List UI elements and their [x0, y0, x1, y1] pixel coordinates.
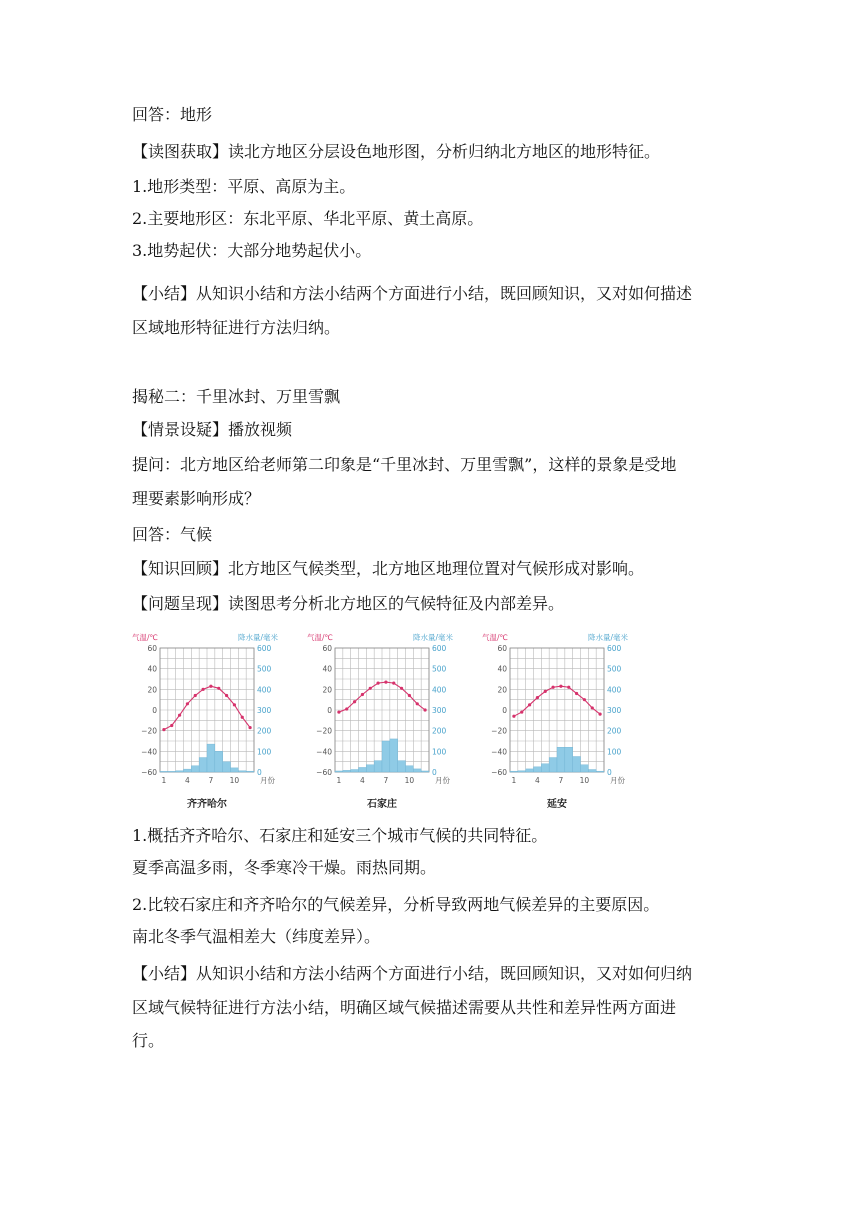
paragraph: 【小结】从知识小结和方法小结两个方面进行小结，既回顾知识，又对如何描述	[132, 284, 693, 303]
paragraph: 理要素影响形成？	[132, 489, 261, 508]
precipitation-bar	[359, 767, 367, 772]
paragraph: 2.比较石家庄和齐齐哈尔的气候差异，分析导致两地气候差异的主要原因。	[132, 895, 660, 914]
precipitation-bar	[215, 751, 223, 772]
chart-title: 延安	[547, 799, 567, 810]
x-tick-label: 10	[579, 776, 590, 785]
y-tick-label-precipitation: 100	[432, 747, 447, 757]
temperature-point	[170, 724, 173, 727]
precipitation-bar	[549, 758, 557, 772]
precipitation-bar	[184, 769, 192, 772]
precipitation-bar	[351, 770, 359, 772]
y-tick-label-temperature: 0	[152, 706, 157, 715]
y-tick-label-precipitation: 100	[257, 747, 272, 757]
x-tick-label: 10	[404, 776, 415, 785]
precipitation-bar	[176, 771, 184, 772]
climate-chart-svg	[130, 628, 280, 813]
precipitation-bar	[343, 770, 351, 772]
y-axis-right-label: 降水量/毫米	[587, 633, 628, 642]
paragraph: 【问题呈现】读图思考分析北方地区的气候特征及内部差异。	[132, 594, 565, 613]
climate-chart-shijiazhuang	[305, 628, 455, 813]
x-tick-label: 4	[185, 776, 190, 785]
paragraph: 【情景设疑】播放视频	[132, 420, 293, 439]
precipitation-bar	[510, 771, 518, 772]
y-tick-label-temperature: −20	[491, 726, 507, 736]
y-tick-label-temperature: −40	[491, 747, 507, 757]
paragraph: 回答：地形	[132, 105, 213, 124]
x-tick-label: 10	[229, 776, 240, 785]
precipitation-bar	[191, 766, 199, 772]
y-tick-label-temperature: 40	[147, 664, 157, 674]
temperature-point	[591, 706, 594, 709]
x-tick-label: 7	[383, 776, 389, 785]
x-tick-label: 7	[208, 776, 214, 785]
precipitation-bar	[557, 747, 565, 772]
y-axis-right-label: 降水量/毫米	[237, 633, 278, 642]
paragraph: 【读图获取】读北方地区分层设色地形图，分析归纳北方地区的地形特征。	[132, 142, 661, 161]
chart-title: 齐齐哈尔	[187, 799, 227, 810]
precipitation-bar	[413, 769, 421, 772]
climate-chart-yanan	[480, 628, 630, 813]
paragraph: 回答：气候	[132, 525, 213, 544]
precipitation-bar	[541, 764, 549, 772]
y-tick-label-temperature: 20	[322, 685, 332, 695]
temperature-point	[392, 682, 395, 685]
y-tick-label-precipitation: 0	[257, 768, 262, 777]
temperature-point	[376, 682, 379, 685]
precipitation-bar	[168, 771, 176, 772]
paragraph: 2.主要地形区：东北平原、华北平原、黄土高原。	[132, 209, 484, 228]
y-tick-label-temperature: −60	[491, 768, 507, 777]
y-tick-label-precipitation: 200	[257, 726, 272, 736]
y-tick-label-temperature: −40	[141, 747, 157, 757]
precipitation-bar	[581, 765, 589, 772]
y-tick-label-temperature: 20	[147, 685, 157, 695]
y-tick-label-precipitation: 400	[432, 685, 447, 695]
x-tick-label: 1	[336, 776, 342, 785]
temperature-point	[178, 714, 181, 717]
precipitation-bar	[199, 758, 207, 772]
paragraph: 夏季高温多雨，冬季寒冷干燥。雨热同期。	[132, 858, 437, 877]
y-tick-label-temperature: 0	[502, 706, 507, 715]
paragraph: 区域气候特征进行方法小结，明确区域气候描述需要从共性和差异性两方面进	[132, 998, 677, 1017]
precipitation-bar	[238, 771, 246, 772]
temperature-point	[353, 700, 356, 703]
paragraph: 行。	[132, 1031, 165, 1050]
temperature-point	[544, 690, 547, 693]
temperature-point	[400, 687, 403, 690]
y-tick-label-temperature: 60	[322, 644, 332, 653]
precipitation-bar	[398, 761, 406, 772]
temperature-point	[369, 687, 372, 690]
x-tick-label: 4	[360, 776, 365, 785]
temperature-point	[337, 710, 340, 713]
temperature-point	[241, 716, 244, 719]
temperature-point	[345, 707, 348, 710]
y-tick-label-precipitation: 500	[607, 664, 622, 674]
y-tick-label-precipitation: 0	[432, 768, 437, 777]
temperature-point	[575, 692, 578, 695]
temperature-point	[162, 728, 165, 731]
temperature-point	[598, 713, 601, 716]
y-tick-label-precipitation: 600	[607, 644, 622, 653]
paragraph: 1.地形类型：平原、高原为主。	[132, 177, 356, 196]
precipitation-bar	[526, 769, 534, 772]
paragraph: 【小结】从知识小结和方法小结两个方面进行小结，既回顾知识，又对如何归纳	[132, 964, 693, 983]
y-tick-label-temperature: 40	[497, 664, 507, 674]
precipitation-bar	[565, 747, 573, 772]
x-axis-label: 月份	[610, 776, 625, 785]
precipitation-bar	[366, 765, 374, 772]
x-tick-label: 7	[558, 776, 564, 785]
y-tick-label-precipitation: 300	[257, 706, 272, 715]
y-tick-label-precipitation: 500	[257, 664, 272, 674]
temperature-point	[551, 686, 554, 689]
temperature-point	[583, 698, 586, 701]
x-tick-label: 4	[535, 776, 540, 785]
y-axis-left-label: 气温/℃	[482, 633, 508, 642]
temperature-point	[233, 703, 236, 706]
y-axis-left-label: 气温/℃	[307, 633, 333, 642]
section-heading: 揭秘二：千里冰封、万里雪飘	[132, 387, 341, 406]
temperature-point	[567, 686, 570, 689]
precipitation-bar	[518, 771, 526, 772]
temperature-point	[384, 681, 387, 684]
temperature-point	[423, 708, 426, 711]
paragraph: 提问：北方地区给老师第二印象是“千里冰封、万里雪飘”，这样的景象是受地	[132, 455, 677, 474]
temperature-point	[209, 685, 212, 688]
y-tick-label-temperature: −40	[316, 747, 332, 757]
x-tick-label: 1	[161, 776, 167, 785]
climate-chart-svg	[480, 628, 630, 813]
y-tick-label-temperature: −60	[141, 768, 157, 777]
temperature-point	[361, 693, 364, 696]
precipitation-bar	[596, 771, 604, 772]
precipitation-bar	[573, 757, 581, 773]
x-tick-label: 1	[511, 776, 517, 785]
y-tick-label-precipitation: 300	[432, 706, 447, 715]
precipitation-bar	[160, 771, 168, 772]
precipitation-bar	[588, 770, 596, 772]
y-tick-label-temperature: 40	[322, 664, 332, 674]
precipitation-bar	[382, 741, 390, 772]
y-tick-label-precipitation: 100	[607, 747, 622, 757]
precipitation-bar	[335, 771, 343, 772]
y-axis-right-label: 降水量/毫米	[412, 633, 453, 642]
y-tick-label-precipitation: 200	[432, 726, 447, 736]
y-tick-label-precipitation: 200	[607, 726, 622, 736]
precipitation-bar	[406, 766, 414, 772]
x-axis-label: 月份	[435, 776, 450, 785]
climate-charts	[125, 628, 645, 813]
y-tick-label-temperature: −20	[316, 726, 332, 736]
y-tick-label-temperature: −20	[141, 726, 157, 736]
temperature-point	[201, 688, 204, 691]
y-tick-label-precipitation: 500	[432, 664, 447, 674]
climate-chart-qiqihar	[130, 628, 280, 813]
temperature-point	[416, 702, 419, 705]
y-tick-label-temperature: −60	[316, 768, 332, 777]
temperature-point	[186, 702, 189, 705]
paragraph: 3.地势起伏：大部分地势起伏小。	[132, 241, 372, 260]
precipitation-bar	[390, 739, 398, 772]
y-tick-label-precipitation: 300	[607, 706, 622, 715]
paragraph: 【知识回顾】北方地区气候类型，北方地区地理位置对气候形成对影响。	[132, 559, 645, 578]
temperature-point	[520, 710, 523, 713]
precipitation-bar	[534, 767, 542, 772]
y-tick-label-precipitation: 0	[607, 768, 612, 777]
precipitation-bar	[421, 771, 429, 772]
temperature-point	[225, 694, 228, 697]
temperature-point	[408, 694, 411, 697]
precipitation-bar	[207, 744, 215, 772]
climate-chart-svg	[305, 628, 455, 813]
paragraph: 1.概括齐齐哈尔、石家庄和延安三个城市气候的共同特征。	[132, 826, 548, 845]
y-tick-label-temperature: 60	[147, 644, 157, 653]
y-tick-label-precipitation: 600	[432, 644, 447, 653]
y-tick-label-precipitation: 400	[607, 685, 622, 695]
precipitation-bar	[246, 771, 254, 772]
temperature-point	[536, 696, 539, 699]
precipitation-bar	[374, 761, 382, 772]
y-tick-label-temperature: 0	[327, 706, 332, 715]
precipitation-bar	[231, 768, 239, 772]
temperature-point	[559, 685, 562, 688]
paragraph: 区域地形特征进行方法归纳。	[132, 318, 341, 337]
temperature-point	[194, 694, 197, 697]
temperature-point	[248, 726, 251, 729]
temperature-point	[528, 703, 531, 706]
y-axis-left-label: 气温/℃	[132, 633, 158, 642]
chart-title: 石家庄	[367, 799, 397, 810]
paragraph: 南北冬季气温相差大（纬度差异）。	[132, 927, 381, 946]
temperature-point	[512, 715, 515, 718]
precipitation-bar	[223, 762, 231, 772]
y-tick-label-temperature: 60	[497, 644, 507, 653]
y-tick-label-temperature: 20	[497, 685, 507, 695]
y-tick-label-precipitation: 400	[257, 685, 272, 695]
x-axis-label: 月份	[260, 776, 275, 785]
y-tick-label-precipitation: 600	[257, 644, 272, 653]
temperature-point	[217, 687, 220, 690]
